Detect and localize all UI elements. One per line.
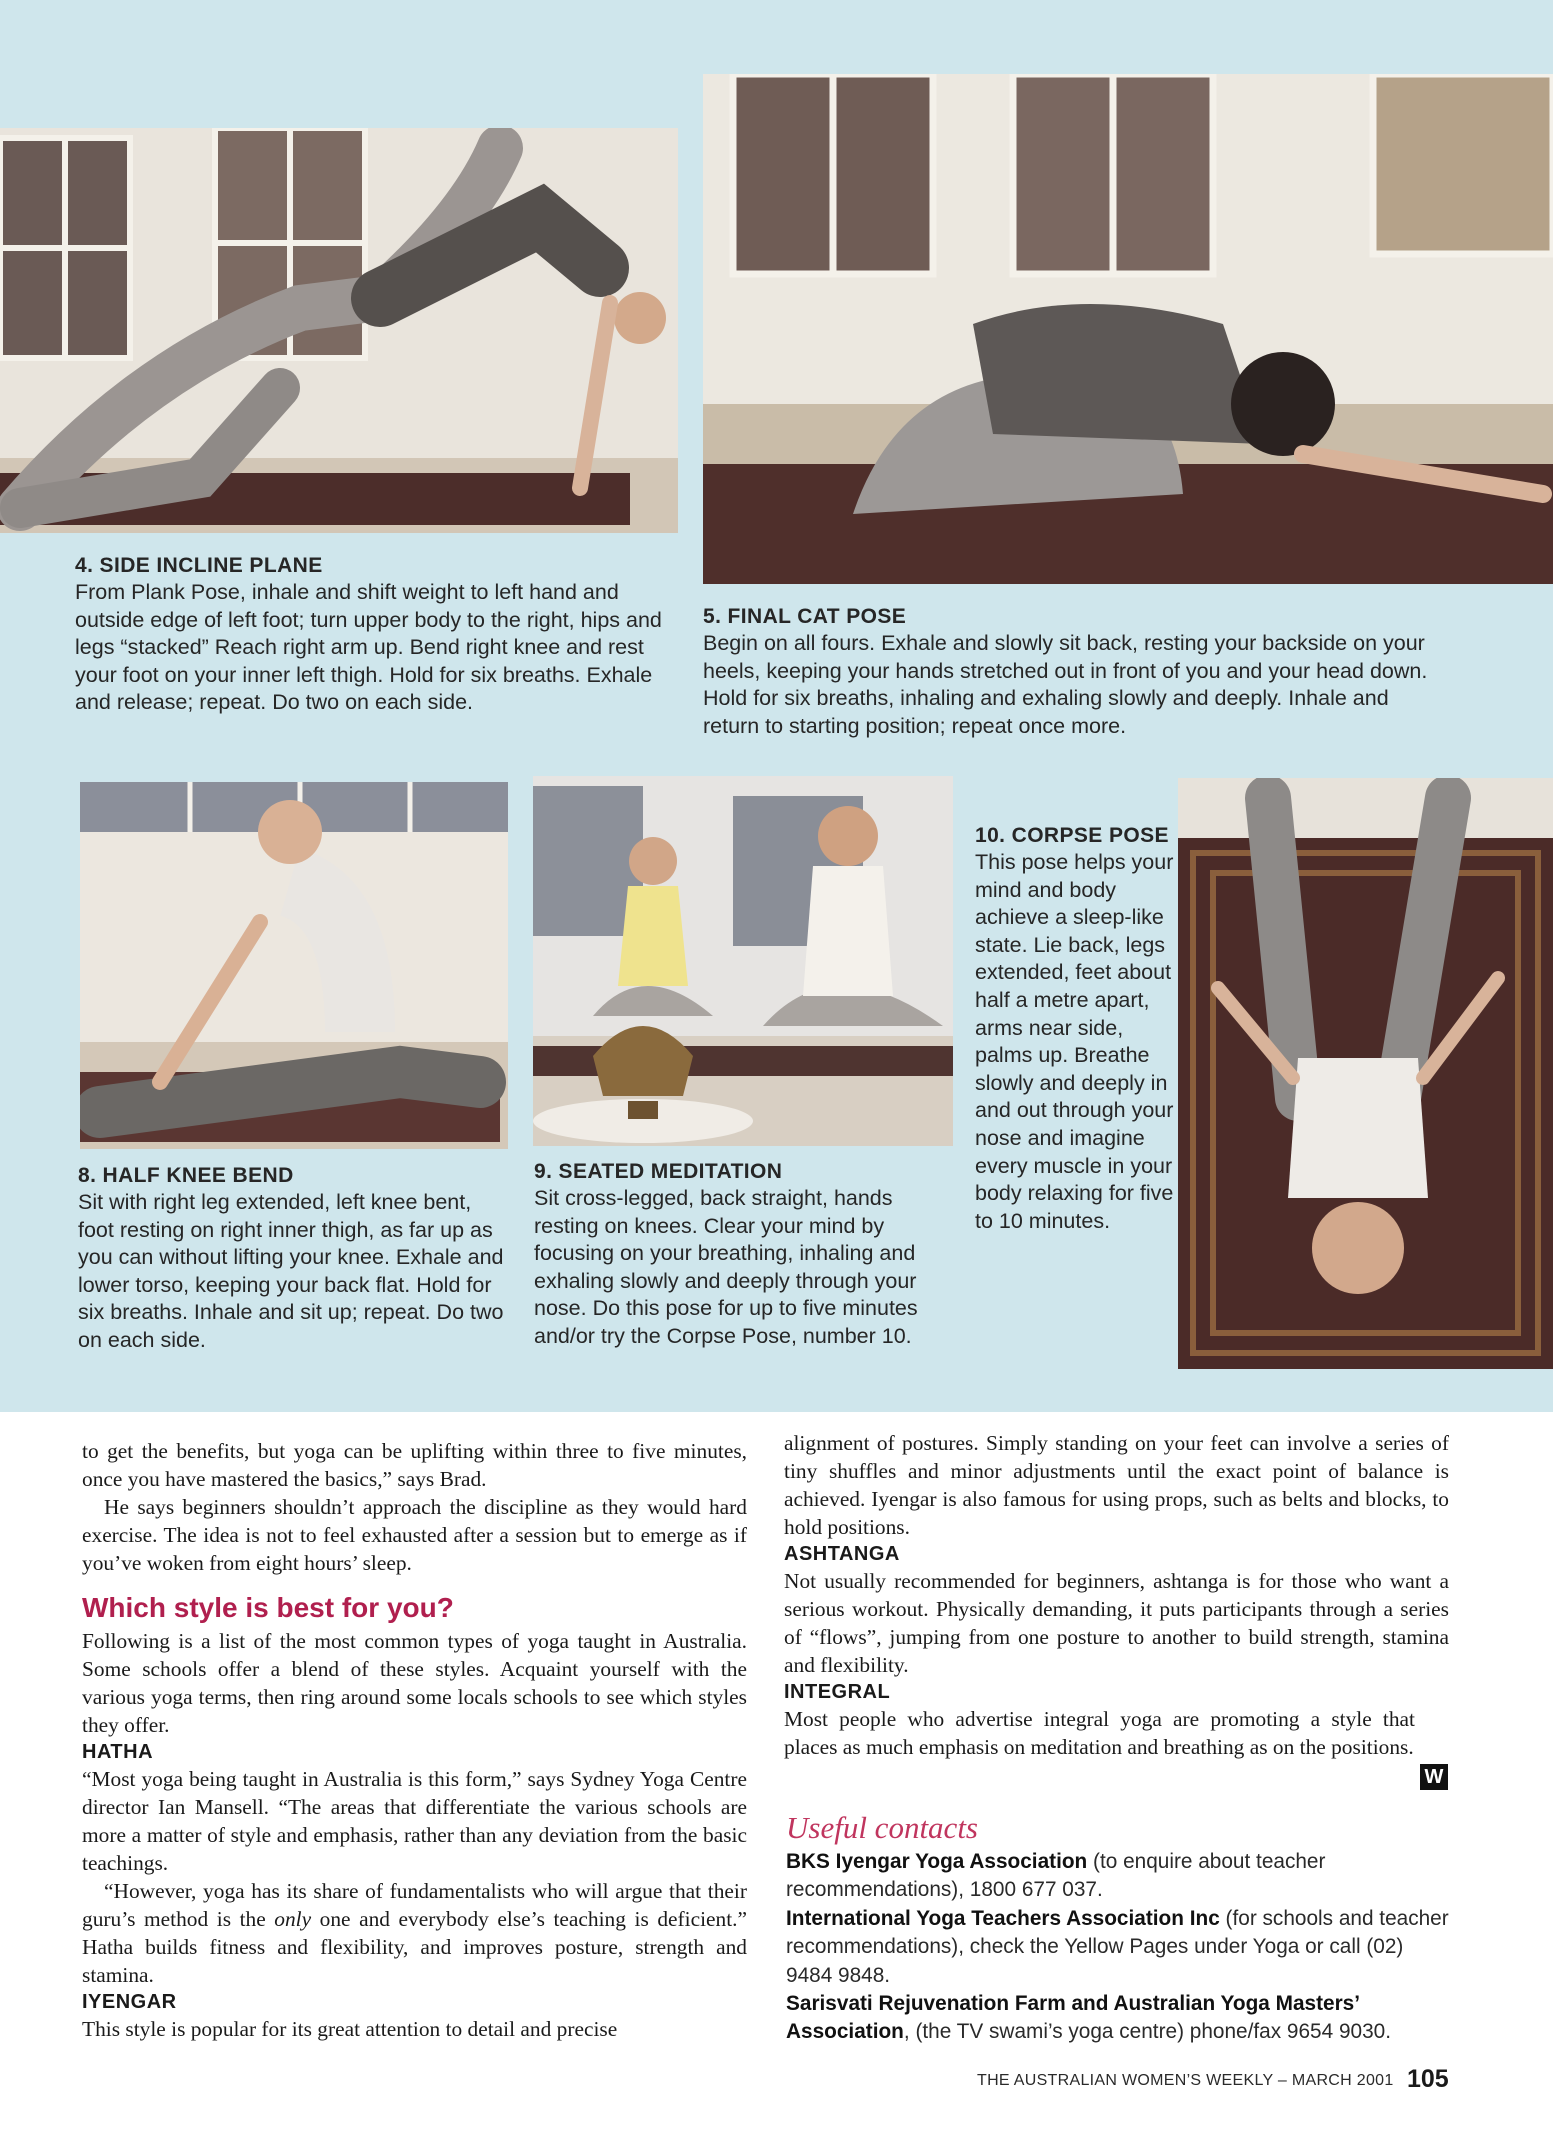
photo-final-cat-pose [703, 74, 1553, 584]
contact-item [786, 1990, 1451, 2047]
text-run: “However, yoga has its share of fundamentalists who will argue that their guru’s method is the [82, 1879, 747, 1931]
caption-final-cat-pose [703, 603, 1443, 740]
article-column-left [82, 1437, 747, 2043]
caption-title: 4. SIDE INCLINE PLANE [75, 554, 323, 577]
contact-detail: , (the TV swami’s yoga centre) phone/fax 9654 9030. [903, 2020, 1391, 2044]
contact-name: Sarisvati Rejuvenation Farm and Australian Yoga Masters’ Association [786, 1992, 1359, 2044]
publication-footer: THE AUSTRALIAN WOMEN’S WEEKLY – MARCH 2001 [977, 2072, 1394, 2089]
photo-side-incline-plane [0, 128, 678, 533]
article-paragraph: Not usually recommended for beginners, ashtanga is for those who want a serious workout. Physically demanding, it puts participants through a series of “flows”, jumping from one posture to another to build strength, stamina and flexibility. [784, 1569, 1449, 1677]
section-heading: Which style is best for you? [82, 1592, 454, 1623]
caption-title: 8. HALF KNEE BEND [78, 1164, 294, 1187]
caption-text: Sit cross-legged, back straight, hands resting on knees. Clear your mind by focusing on your breathing, inhaling and exhaling slowly and deeply through your nose. Do this pose for up to five minutes and/or try the Corpse Pose, number 10. [534, 1186, 918, 1348]
caption-title: 5. FINAL CAT POSE [703, 605, 907, 628]
photo-corpse-pose [1178, 778, 1553, 1369]
caption-text: From Plank Pose, inhale and shift weight to left hand and outside edge of left foot; turn upper body to the right, hips and legs “stacked” Reach right arm up. Bend right knee and rest your foot on your inner left thigh. Hold for six breaths. Exhale and release; repeat. Do two on each side. [75, 580, 662, 715]
subheading-iyengar: IYENGAR [82, 1991, 177, 2013]
caption-text: Begin on all fours. Exhale and slowly sit back, resting your backside on your heels, keeping your hands stretched out in front of you and your head down. Hold for six breaths, inhaling and exhaling slowly and deeply. Inhale and return to starting position; repeat once more. [703, 631, 1428, 738]
article-paragraph: He says beginners shouldn’t approach the discipline as they would hard exercise. The idea is not to feel exhausted after a session but to emerge as if you’ve woken from eight hours’ sleep. [82, 1495, 747, 1575]
caption-title: 10. CORPSE POSE [975, 824, 1169, 847]
page-number: 105 [1407, 2065, 1449, 2093]
subheading-hatha: HATHA [82, 1741, 154, 1763]
caption-side-incline-plane [75, 552, 675, 717]
caption-half-knee-bend [78, 1162, 508, 1355]
useful-contacts-box [786, 1810, 1451, 2047]
contact-detail: (to enquire about teacher recommendations), 1800 677 037. [786, 1850, 1326, 1902]
contact-detail: (for schools and teacher recommendations), check the Yellow Pages under Yoga or call (02) 9484 9848. [786, 1906, 1449, 1987]
caption-text: Sit with right leg extended, left knee bent, foot resting on right inner thigh, as far up as you can without lifting your knee. Exhale and lower torso, keeping your back flat. Hold for six breaths. Inhale and sit up; repeat. Do two on each side. [78, 1190, 504, 1352]
article-paragraph: to get the benefits, but yoga can be uplifting within three to five minutes, once you have mastered the basics,” says Brad. [82, 1439, 747, 1491]
contact-name: International Yoga Teachers Association Inc [786, 1906, 1220, 1930]
text-run: one and everybody else’s teaching is deficient.” Hatha builds fitness and flexibility, and improves posture, strength and stamina. [82, 1907, 747, 1987]
article-paragraph: Most people who advertise integral yoga are promoting a style that places as much emphasis on meditation and breathing as on the positions. [784, 1707, 1415, 1759]
caption-text: This pose helps your mind and body achieve a sleep-like state. Lie back, legs extended, feet about half a metre apart, arms near side, palms up. Breathe slowly and deeply in and out through your nose and imagine every muscle in your body relaxing for five to 10 minutes. [975, 850, 1174, 1233]
contact-item [786, 1848, 1451, 1905]
useful-contacts-heading: Useful contacts [786, 1810, 978, 1845]
article-paragraph [82, 1877, 747, 1989]
caption-seated-meditation [534, 1158, 954, 1351]
subheading-ashtanga: ASHTANGA [784, 1543, 900, 1565]
subheading-integral: INTEGRAL [784, 1681, 891, 1703]
article-paragraph: Following is a list of the most common types of yoga taught in Australia. Some schools offer a blend of these styles. Acquaint yourself with the various yoga terms, then ring around some locals schools to see which styles they offer. [82, 1629, 747, 1737]
article-paragraph: alignment of postures. Simply standing on your feet can involve a series of tiny shuffles and minor adjustments until the exact point of balance is achieved. Iyengar is also famous for using props, such as belts and blocks, to hold positions. [784, 1431, 1449, 1539]
article-paragraph: This style is popular for its great attention to detail and precise [82, 2017, 618, 2041]
contact-item [786, 1905, 1451, 1990]
article-column-right [784, 1429, 1449, 1761]
emphasis-text: only [274, 1907, 312, 1931]
contact-name: BKS Iyengar Yoga Association [786, 1850, 1088, 1873]
end-mark-icon: W [1420, 1764, 1448, 1790]
caption-title: 9. SEATED MEDITATION [534, 1160, 783, 1183]
photo-half-knee-bend [80, 782, 508, 1149]
photo-seated-meditation [533, 776, 953, 1146]
caption-corpse-pose [975, 822, 1175, 1235]
article-paragraph: “Most yoga being taught in Australia is this form,” says Sydney Yoga Centre director Ian Mansell. “The areas that differentiate the various schools are more a matter of style and emphasis, rather than any deviation from the basic teachings. [82, 1767, 747, 1875]
